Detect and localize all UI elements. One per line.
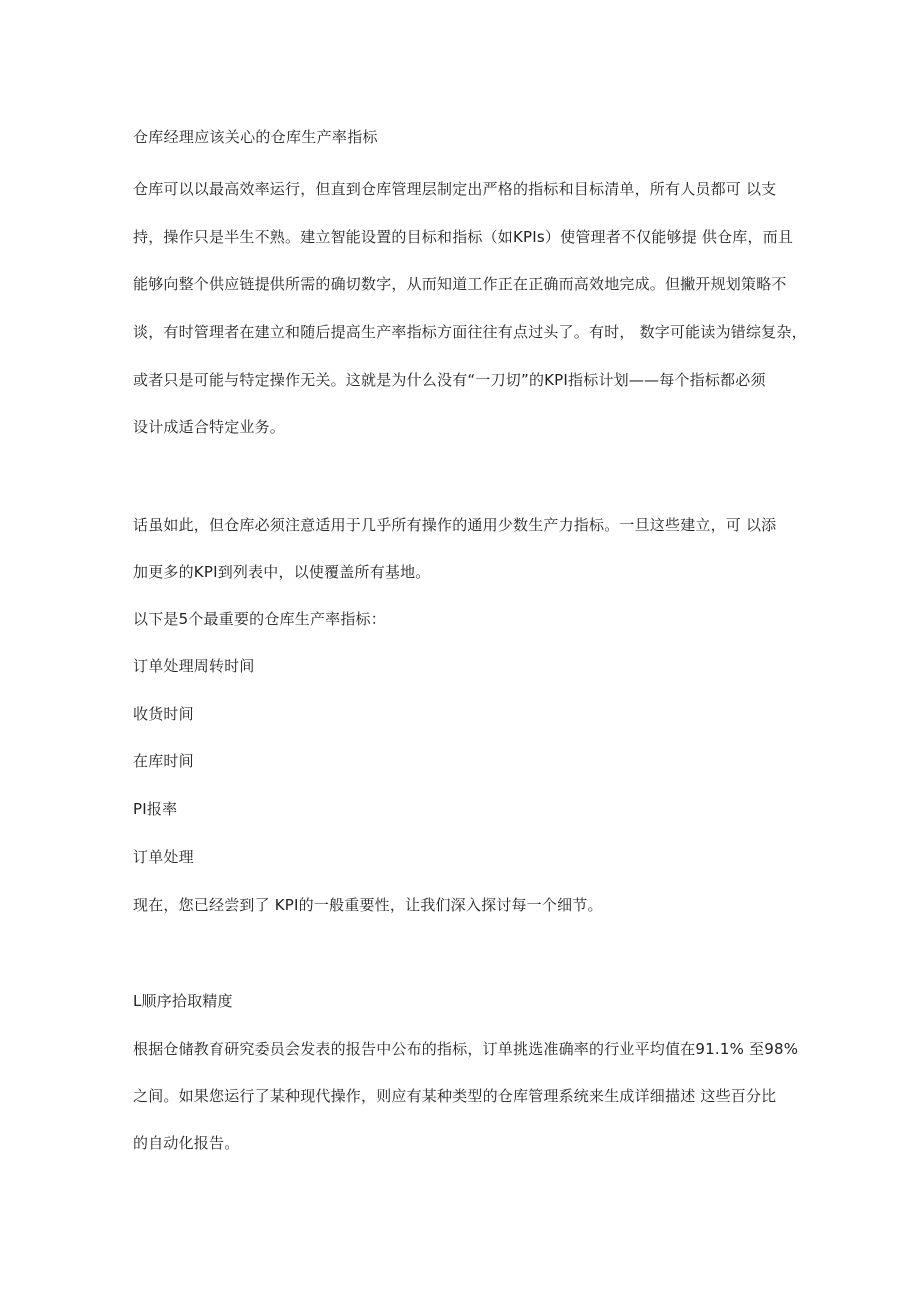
- paragraph1-line-4: 谈，有时管理者在建立和随后提高生产率指标方面往往有点过头了。有时， 数字可能读为错综复杂，: [133, 323, 807, 341]
- paragraph1-line-1: 仓库可以以最高效率运行，但直到仓库管理层制定出严格的指标和目标清单，所有人员都可 以支: [133, 180, 777, 198]
- paragraph2-line-1: 话虽如此，但仓库必须注意适用于几乎所有操作的通用少数生产力指标。一旦这些建立，可 以添: [133, 516, 777, 534]
- list-item: 收货时间: [133, 705, 194, 723]
- list-item: 在库时间: [133, 752, 194, 770]
- section1-line-1: 根据仓储教育研究委员会发表的报告中公布的指标，订单挑选准确率的行业平均值在91.1% 至98%: [133, 1040, 799, 1058]
- list-item: 订单处理: [133, 848, 194, 866]
- section1-line-2: 之间。如果您运行了某种现代操作，则应有某种类型的仓库管理系统来生成详细描述 这些百分比: [133, 1087, 777, 1105]
- section1-line-3: 的自动化报告。: [133, 1134, 240, 1152]
- section-heading: L顺序拾取精度: [133, 992, 233, 1010]
- document-title: 仓库经理应该关心的仓库生产率指标: [133, 128, 378, 146]
- transition-sentence: 现在，您已经尝到了 KPI的一般重要性，让我们深入探讨每一个细节。: [133, 896, 603, 914]
- list-intro: 以下是5个最重要的仓库生产率指标：: [133, 610, 386, 628]
- paragraph1-line-6: 设计成适合特定业务。: [133, 418, 286, 436]
- paragraph1-line-2: 持，操作只是半生不熟。建立智能设置的目标和指标（如KPIs）使管理者不仅能够提 供仓库，而且: [133, 228, 794, 246]
- paragraph1-line-5: 或者只是可能与特定操作无关。这就是为什么没有“一刀切”的KPI指标计划——每个指标都必须: [133, 371, 766, 389]
- paragraph2-line-2: 加更多的KPI到列表中，以使覆盖所有基地。: [133, 563, 431, 581]
- list-item: 订单处理周转时间: [133, 657, 255, 675]
- list-item: PI报率: [133, 800, 178, 818]
- paragraph1-line-3: 能够向整个供应链提供所需的确切数字，从而知道工作正在正确而高效地完成。但撇开规划策略不: [133, 275, 787, 293]
